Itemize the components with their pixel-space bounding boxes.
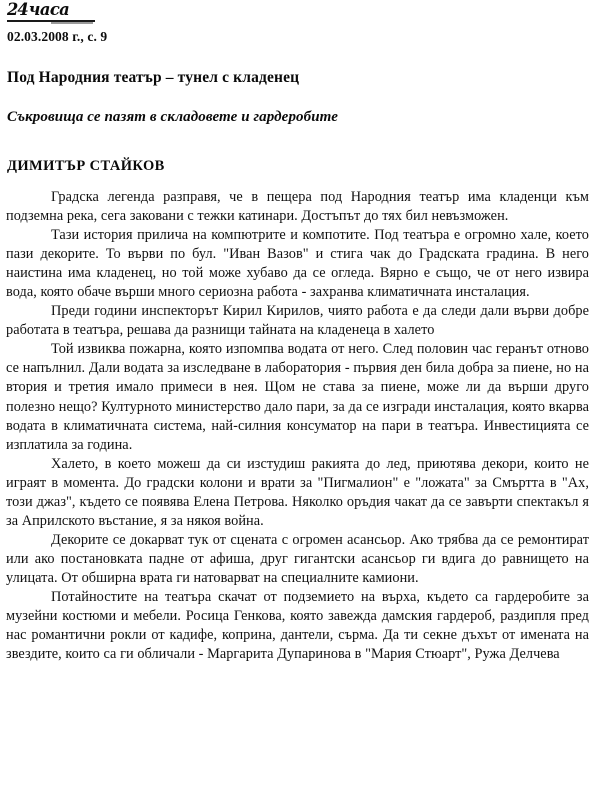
logo-word: часа <box>28 0 70 20</box>
logo-underline-rule <box>7 20 95 22</box>
article-paragraph: Той извиква пожарна, която изпомпва водата от него. След половин час геранът отново се напълнил. Дали водата за изследване в лаборатория - първия ден била добра за пиене, но на втория и третия имало примеси в нея. Щом не става за пиене, може ли да върши друго полезно нещо? Културното министерство дало пари, за да се изгради инсталация, която вкарва водата в климатичната система, най-силния консуматор на пари в театъра. Инвестицията се изплатила за година. <box>6 341 589 453</box>
article-paragraph: Потайностите на театъра скачат от подземието на върха, където са гардеробите за музейни костюми и мебели. Росица Генкова, която завежда дамския гардероб, раздипля пред нас романтични рокли от кадифе, коприна, дантели, сърма. Да ти секне дъхът от имената на звездите, които са ги обличали - Маргарита Дупаринова в "Мария Стюарт", Ружа Делчева <box>6 588 589 663</box>
page-title: Под Народния театър – тунел с кладенец <box>7 69 300 86</box>
article-paragraph: Преди години инспекторът Кирил Кирилов, чиято работа е да следи дали върви добре работата в театъра, решава да разнищи тайната на кладенеца в халето <box>6 303 589 339</box>
article-page <box>0 1 600 801</box>
article-paragraph: Тази история прилича на компютрите и компотите. Под театъра е огромно хале, което пази декорите. То върви по бул. "Иван Вазов" и стига чак до Градската градина. В него наистина има кладенец, но той може хубаво да се огледа. Вярно е също, че от него извира вода, която обаче върши много сериозна работа - захранва климатичната инсталация. <box>6 227 589 301</box>
article-paragraph: Градска легенда разправя, че в пещера под Народния театър има кладенци към подземна река, сега заковани с тежки катинари. Достъпът до тях бил невъзможен. <box>6 189 589 225</box>
article-paragraph: Халето, в което можеш да си изстудиш ракията до лед, приютява декори, които не играят в момента. До градски колони и врати за "Пигмалион" е "ложата" за Смъртта в "Ах, този джаз", където се появява Елена Петрова. Няколко оръдия чакат да се завърти спектакъл я за Априлското въстание, я за някоя война. <box>6 455 589 529</box>
newspaper-logo <box>6 1 71 19</box>
dateline: 02.03.2008 г., с. 9 <box>7 29 108 44</box>
article-byline: ДИМИТЪР СТАЙКОВ <box>7 158 165 174</box>
article-subheadline: Съкровища се пазят в складовете и гардеробите <box>7 109 338 125</box>
masthead <box>6 1 589 23</box>
logo-number: 24 <box>6 0 28 20</box>
article-paragraph: Декорите се докарват тук от сцената с огромен асансьор. Ако трябва да се ремонтират или ако постановката падне от афиша, друг гигантски асансьор ги вдига до равнището на улицата. От обширна врата ги натоварват на специалните камиони. <box>6 531 589 586</box>
article-body <box>6 188 589 664</box>
